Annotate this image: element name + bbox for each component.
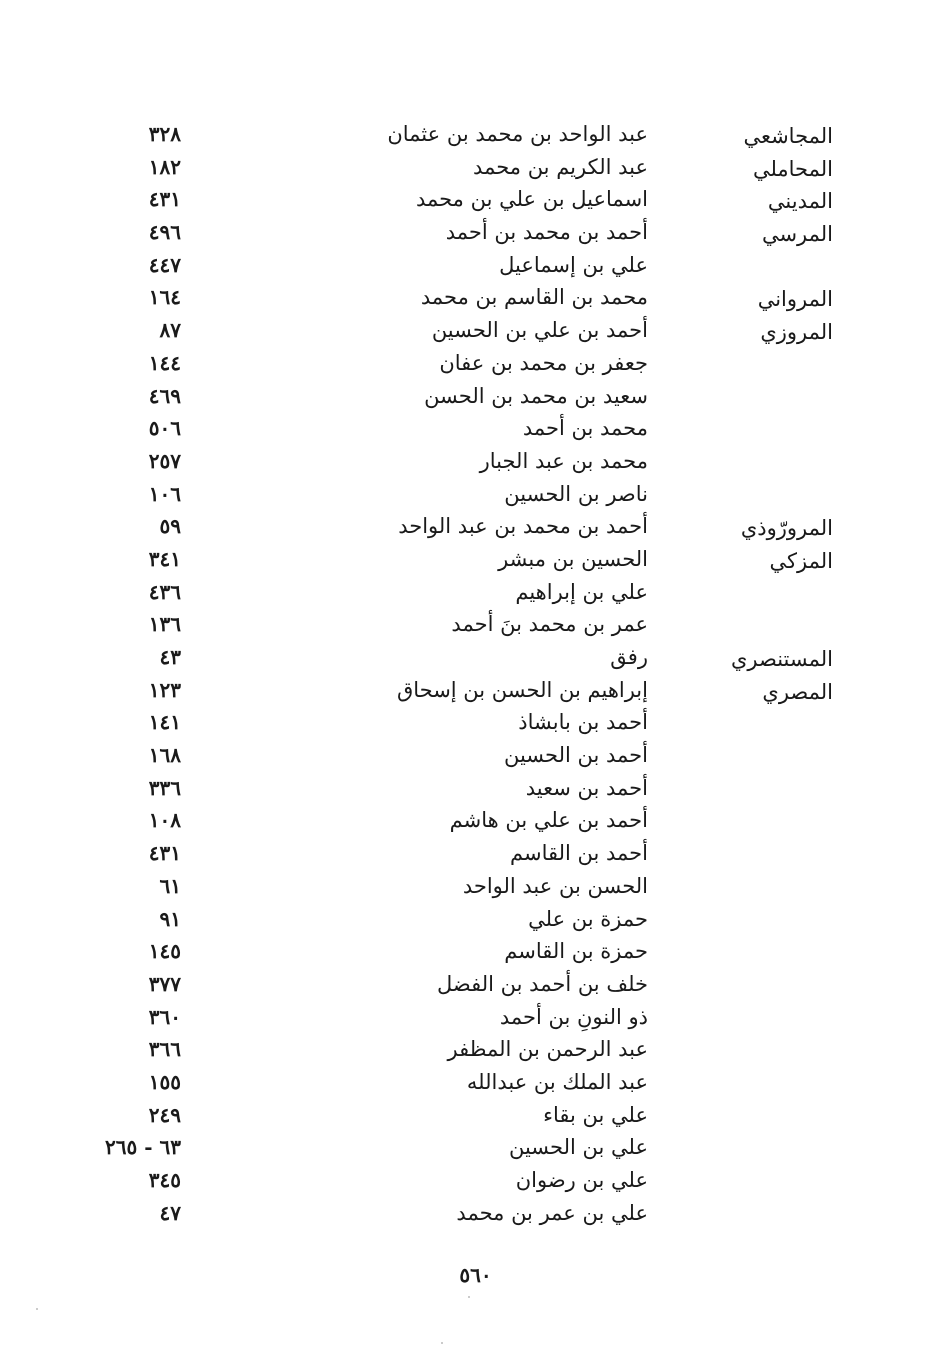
person-name: علي بن إبراهيم xyxy=(515,579,648,604)
index-row xyxy=(0,805,951,838)
person-name: أحمد بن محمد بن أحمد xyxy=(445,220,648,245)
person-name: علي بن بقاء xyxy=(543,1102,648,1127)
person-name: عبد الرحمن بن المظفر xyxy=(447,1037,648,1062)
person-name: ذو النونِ بن أحمد xyxy=(499,1004,648,1029)
page-reference: ١٤٥ xyxy=(148,939,181,964)
index-row xyxy=(0,282,951,315)
index-row xyxy=(0,609,951,642)
index-row xyxy=(0,1034,951,1067)
person-name: أحمد بن سعيد xyxy=(525,775,648,800)
index-row xyxy=(0,315,951,348)
person-name: أحمد بن بابشاذ xyxy=(518,710,648,735)
nisba-label: المروزي xyxy=(760,320,833,345)
index-row xyxy=(0,1132,951,1165)
nisba-label: المزكي xyxy=(769,548,833,573)
page-reference: ٥٩ xyxy=(159,514,181,539)
index-table xyxy=(0,119,951,1230)
person-name: عبد الكريم بن محمد xyxy=(473,154,648,179)
page-reference: ٢٤٩ xyxy=(148,1102,181,1127)
page-reference: ١٤٤ xyxy=(148,350,181,375)
page-reference: ١٣٦ xyxy=(148,612,181,637)
index-row xyxy=(0,217,951,250)
index-row xyxy=(0,577,951,610)
scan-speck xyxy=(441,1342,443,1344)
person-name: رفق xyxy=(610,645,648,669)
page-reference: ٨٧ xyxy=(159,318,181,343)
page-reference: ٣٦٦ xyxy=(148,1037,181,1062)
page-reference: ١٦٤ xyxy=(148,285,181,310)
person-name: عمر بن محمد بنَ أحمد xyxy=(451,612,648,637)
page-reference: ٣٢٨ xyxy=(148,122,181,146)
nisba-label: المرورّوذي xyxy=(740,516,833,541)
person-name: الحسن بن عبد الواحد xyxy=(462,873,648,898)
person-name: علي بن الحسين xyxy=(508,1135,648,1160)
person-name: إبراهيم بن الحسن بن إسحاق xyxy=(396,677,648,702)
index-row xyxy=(0,1002,951,1035)
nisba-label: المديني xyxy=(767,189,833,214)
nisba-label: المستنصري xyxy=(730,647,833,671)
nisba-label: المرسي xyxy=(761,222,833,247)
person-name: الحسين بن مبشر xyxy=(498,546,648,571)
index-row xyxy=(0,1067,951,1100)
page-reference: ١٠٦ xyxy=(148,481,181,506)
index-row xyxy=(0,936,951,969)
person-name: حمزة بن القاسم xyxy=(504,939,648,964)
person-name: محمد بن عبد الجبار xyxy=(479,448,648,473)
person-name: اسماعيل بن علي بن محمد xyxy=(415,187,648,212)
page-reference: ٦١ xyxy=(159,873,181,898)
nisba-label: المجاشعي xyxy=(743,124,833,148)
nisba-label: المحاملي xyxy=(752,156,833,181)
index-row xyxy=(0,871,951,904)
page-reference: ١٦٨ xyxy=(148,743,181,768)
person-name: جعفر بن محمد بن عفان xyxy=(439,350,648,375)
person-name: أحمد بن علي بن هاشم xyxy=(449,808,648,833)
person-name: سعيد بن محمد بن الحسن xyxy=(424,383,648,408)
index-row xyxy=(0,152,951,185)
page-reference: ٤٣١ xyxy=(148,187,181,212)
person-name: ناصر بن الحسين xyxy=(504,481,648,506)
page-reference: ٢٥٧ xyxy=(148,448,181,473)
index-row xyxy=(0,119,951,152)
index-row xyxy=(0,969,951,1002)
nisba-label: المصري xyxy=(762,679,833,704)
person-name: علي بن عمر بن محمد xyxy=(456,1200,648,1225)
page-reference: ١٥٥ xyxy=(148,1069,181,1094)
index-row xyxy=(0,250,951,283)
person-name: حمزة بن علي xyxy=(528,906,648,931)
index-row xyxy=(0,348,951,381)
index-row xyxy=(0,773,951,806)
page-reference: ٩١ xyxy=(159,906,181,931)
page-reference: ٤٣١ xyxy=(148,841,181,866)
nisba-label: المرواني xyxy=(757,287,833,312)
person-name: علي بن إسماعيل xyxy=(499,252,648,277)
person-name: عبد الملك بن عبدالله xyxy=(466,1069,648,1094)
page-reference: ١٨٢ xyxy=(148,154,181,179)
page-reference: ٣٣٦ xyxy=(148,775,181,800)
person-name: علي بن رضوان xyxy=(515,1168,648,1192)
page-reference: ١٢٣ xyxy=(148,677,181,702)
index-row xyxy=(0,1165,951,1198)
index-row xyxy=(0,838,951,871)
index-row xyxy=(0,184,951,217)
person-name: خلف بن أحمد بن الفضل xyxy=(437,971,648,996)
page-number: ٥٦٠ xyxy=(459,1263,492,1287)
index-row xyxy=(0,544,951,577)
page-reference: ٥٠٦ xyxy=(148,416,181,441)
index-row xyxy=(0,675,951,708)
index-row xyxy=(0,904,951,937)
page-reference: ٦٣ - ٢٦٥ xyxy=(105,1135,181,1160)
person-name: عبد الواحد بن محمد بن عثمان xyxy=(387,122,648,146)
person-name: أحمد بن علي بن الحسين xyxy=(431,318,648,343)
index-row xyxy=(0,413,951,446)
page-reference: ٤٣٦ xyxy=(148,579,181,604)
person-name: محمد بن القاسم بن محمد xyxy=(420,285,648,310)
scan-speck xyxy=(36,1308,38,1310)
page-reference: ٤٣ xyxy=(159,645,181,669)
page-reference: ١٠٨ xyxy=(148,808,181,833)
page-reference: ٤٤٧ xyxy=(148,252,181,277)
person-name: محمد بن أحمد xyxy=(522,416,648,441)
person-name: أحمد بن محمد بن عبد الواحد xyxy=(398,514,648,539)
index-row xyxy=(0,511,951,544)
index-row xyxy=(0,446,951,479)
person-name: أحمد بن القاسم xyxy=(510,841,648,866)
scan-speck xyxy=(468,1296,470,1298)
index-row xyxy=(0,381,951,414)
page-reference: ٤٦٩ xyxy=(148,383,181,408)
page-reference: ٣٤١ xyxy=(148,546,181,571)
page-reference: ١٤١ xyxy=(148,710,181,735)
index-row xyxy=(0,1198,951,1231)
page-reference: ٣٧٧ xyxy=(148,971,181,996)
index-row xyxy=(0,1100,951,1133)
person-name: أحمد بن الحسين xyxy=(503,743,648,768)
page-reference: ٤٩٦ xyxy=(148,220,181,245)
page-reference: ٣٤٥ xyxy=(148,1168,181,1192)
page-reference: ٤٧ xyxy=(159,1200,181,1225)
page-reference: ٣٦٠ xyxy=(148,1004,181,1029)
index-row xyxy=(0,479,951,512)
index-row xyxy=(0,642,951,675)
index-row xyxy=(0,707,951,740)
index-row xyxy=(0,740,951,773)
